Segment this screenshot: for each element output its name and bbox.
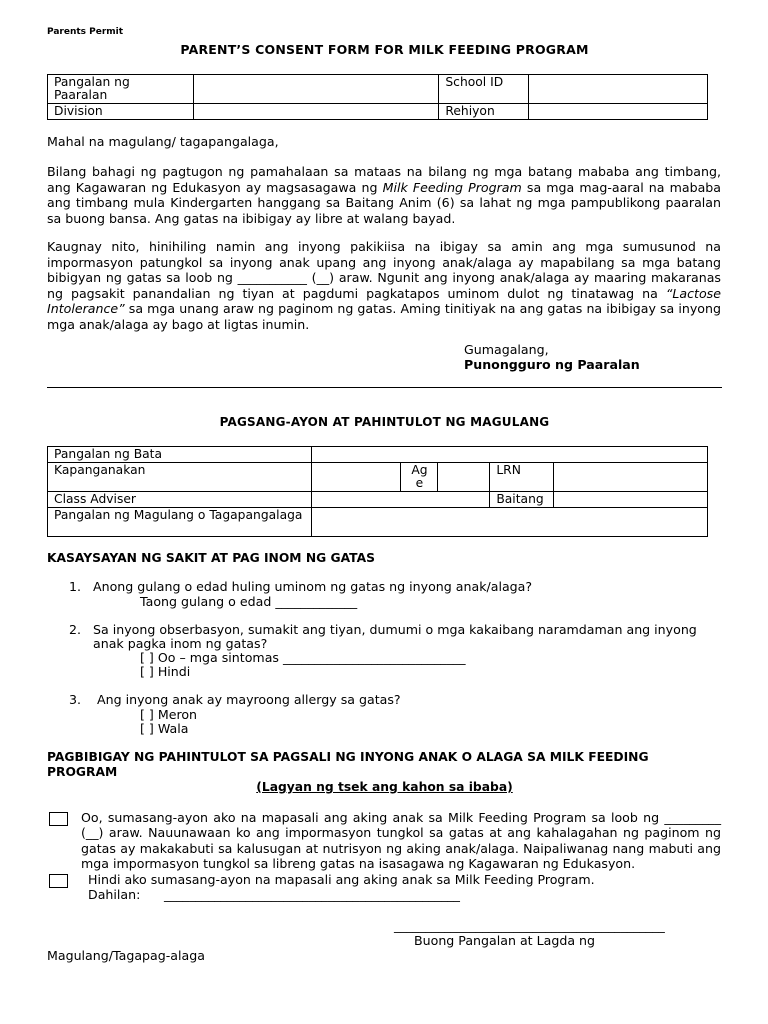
q3-option-no[interactable]: [ ] Wala (140, 721, 189, 736)
school-name-label: Pangalan ng Paaralan (48, 75, 194, 104)
consent-no-checkbox[interactable] (49, 874, 68, 888)
child-info-table (47, 446, 708, 537)
salutation: Mahal na magulang/ tagapangalaga, (47, 134, 279, 149)
q2-number: 2. (69, 622, 82, 637)
school-name-field[interactable] (193, 75, 439, 104)
parent-name-label: Pangalan ng Magulang o Tagapangalaga (48, 508, 312, 537)
q3-option-yes[interactable]: [ ] Meron (140, 707, 198, 722)
division-field[interactable] (193, 104, 439, 120)
birthdate-field[interactable] (311, 463, 401, 492)
consent-yes-text: Oo, sumasang-ayon ako na mapasali ang aking anak sa Milk Feeding Program sa loob ng _________ (__) araw. Nauunawaan ko ang impormasyon tungkol sa gatas at ang kahalagahan ng paginom ng gatas ay makakabuti sa kalusugan at nutrisyon ng aking anak/alaga. Naipaliwanag nang mabuti ang mga impormasyon tungkol sa libreng gatas na isasagawa ng Kagawaran ng Edukasyon. (81, 810, 721, 871)
q2-option-yes[interactable]: [ ] Oo – mga sintomas _____________________________ (140, 650, 466, 665)
letter-paragraph-1: Bilang bahagi ng pagtugon ng pamahalaan sa mataas na bilang ng mga batang mababa ang timbang, ang Kagawaran ng Edukasyon ay magsasagawa ng Milk Feeding Program sa mga mag-aaral na mababa ang timbang mula Kindergarten hanggang sa Baitang Anim (6) sa lahat ng mga pampublikong paaralan sa buong bansa. Ang gatas na ibibigay ay libre at walang bayad. (47, 164, 722, 226)
history-title: KASAYSAYAN NG SAKIT AT PAG INOM NG GATAS (47, 551, 375, 565)
permission-instruction: (Lagyan ng tsek ang kahon sa ibaba) (256, 780, 513, 794)
reason-label: Dahilan: (88, 887, 141, 902)
q1-number: 1. (69, 579, 82, 594)
consent-yes-checkbox[interactable] (49, 812, 68, 826)
letter-paragraph-2: Kaugnay nito, hinihiling namin ang inyong pakikiisa na ibigay sa amin ang mga sumusunod na impormasyon patungkol sa inyong anak upang ang inyong anak/alaga ay mapabilang sa mga batang bibigyan ng gatas sa loob ng ___________ (__) araw. Ngunit ang inyong anak/alaga ay maaring makaranas ng pagsakit panandalian ng tiyan at pagdumi pagkatapos uminom dulot ng tinatawag na “Lactose Intolerance” sa mga unang araw ng paginom ng gatas. Aming tinitiyak na ang gatas na ibibigay sa inyong mga anak/alaga ay bago at ligtas inumin. (47, 239, 721, 332)
closing: Gumagalang, (464, 342, 549, 357)
division-label: Division (48, 104, 194, 120)
child-name-label: Pangalan ng Bata (48, 447, 312, 463)
school-id-field[interactable] (529, 75, 708, 104)
q3-text: Ang inyong anak ay mayroong allergy sa gatas? (97, 692, 401, 707)
parents-permit-label: Parents Permit (47, 27, 124, 37)
signature-line[interactable]: ___________________________________________ (394, 918, 665, 933)
q2-text: Sa inyong obserbasyon, sumakit ang tiyan, dumumi o mga kakaibang naramdaman ang inyong anak pagka inom ng gatas? (93, 622, 697, 651)
section-divider (47, 387, 722, 388)
region-label: Rehiyon (439, 104, 529, 120)
signature-label: Buong Pangalan at Lagda ng (414, 933, 596, 948)
adviser-label: Class Adviser (48, 492, 312, 508)
birthdate-label: Kapanganakan (48, 463, 312, 492)
consent-no-text: Hindi ako sumasang-ayon na mapasali ang aking anak sa Milk Feeding Program. (88, 872, 595, 887)
school-info-table (47, 74, 708, 120)
q2-option-no[interactable]: [ ] Hindi (140, 664, 191, 679)
permission-title: PAGBIBIGAY NG PAHINTULOT SA PAGSALI NG INYONG ANAK O ALAGA SA MILK FEEDING PROGRAM (47, 750, 649, 779)
q1-text: Anong gulang o edad huling uminom ng gatas ng inyong anak/alaga? (93, 579, 533, 594)
region-field[interactable] (529, 104, 708, 120)
q1-answer[interactable]: Taong gulang o edad _____________ (140, 594, 358, 609)
school-id-label: School ID (439, 75, 529, 104)
adviser-field[interactable] (311, 492, 490, 508)
age-label: Ag e (401, 463, 438, 492)
grade-field[interactable] (554, 492, 708, 508)
reason-line[interactable]: _______________________________________________ (164, 887, 460, 902)
lrn-label: LRN (490, 463, 554, 492)
form-title: PARENT’S CONSENT FORM FOR MILK FEEDING PROGRAM (180, 42, 589, 57)
q3-number: 3. (69, 692, 82, 707)
parent-name-field[interactable] (311, 508, 707, 537)
lrn-field[interactable] (554, 463, 708, 492)
grade-label: Baitang (490, 492, 554, 508)
child-name-field[interactable] (311, 447, 707, 463)
consent-title: PAGSANG-AYON AT PAHINTULOT NG MAGULANG (219, 415, 550, 429)
age-field[interactable] (438, 463, 490, 492)
signature-label-continued: Magulang/Tagapag-alaga (47, 948, 205, 963)
signatory: Punongguro ng Paaralan (464, 357, 640, 372)
